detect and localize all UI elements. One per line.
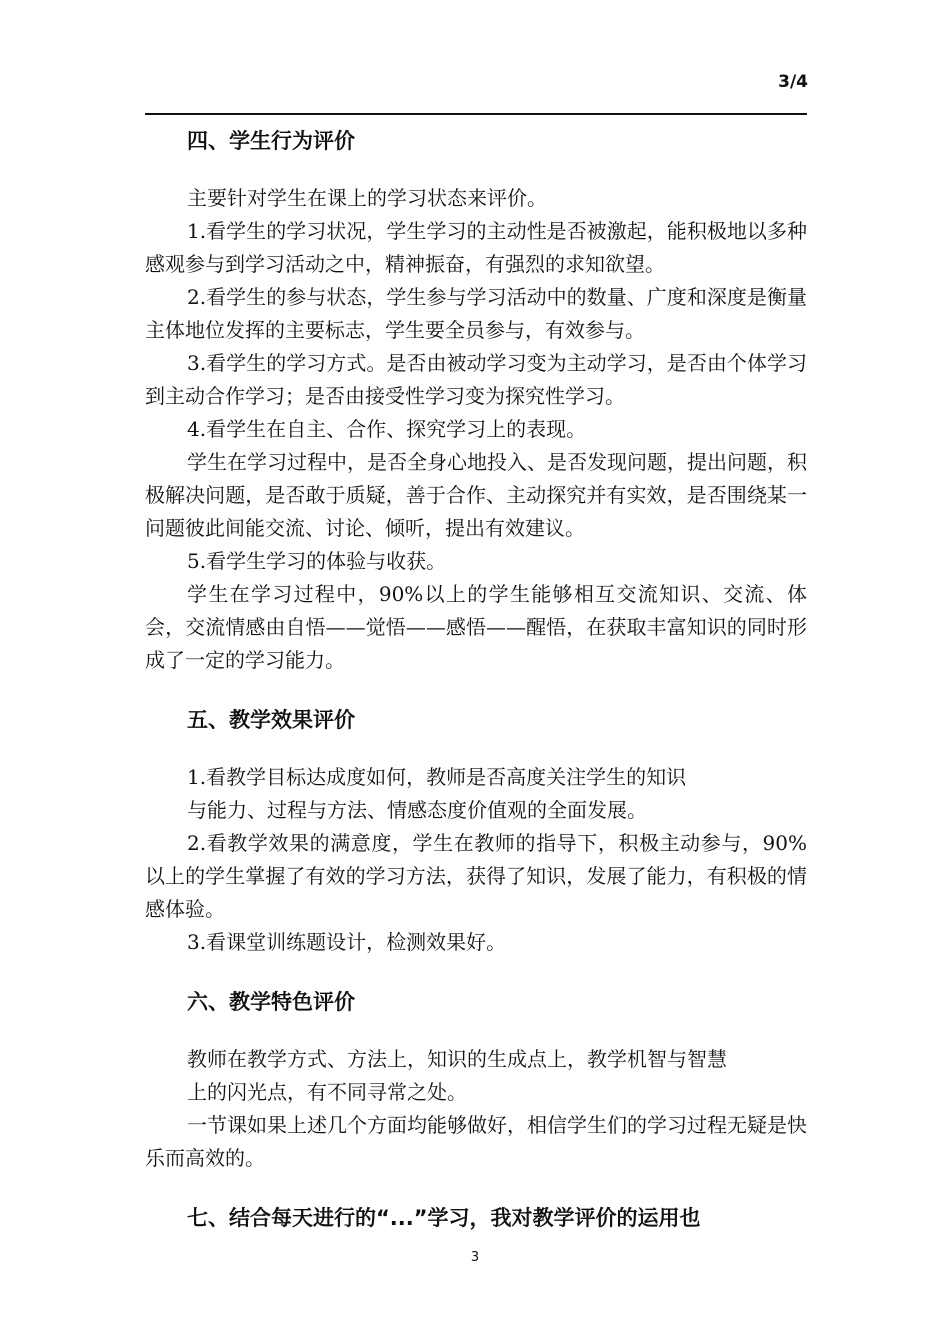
paragraph: 上的闪光点，有不同寻常之处。: [187, 1080, 467, 1104]
footer-page-number: 3: [470, 1250, 480, 1265]
paragraph: 3.看学生的学习方式。是否由被动学习变为主动学习，是否由个体学习到主动合作学习；是否由接受性学习变为探究性学习。: [145, 351, 807, 408]
paragraph: 教师在教学方式、方法上，知识的生成点上，教学机智与智慧: [187, 1047, 727, 1071]
paragraph: 学生在学习过程中，90%以上的学生能够相互交流知识、交流、体会，交流情感由自悟——觉悟——感悟——醒悟，在获取丰富知识的同时形成了一定的学习能力。: [145, 582, 807, 672]
paragraph: 与能力、过程与方法、情感态度价值观的全面发展。: [187, 798, 647, 822]
page-indicator: 3/4: [778, 72, 808, 92]
section-heading-7: 七、结合每天进行的“...”学习，我对教学评价的运用也: [187, 1206, 701, 1230]
paragraph: 4.看学生在自主、合作、探究学习上的表现。: [187, 417, 587, 441]
paragraph: 3.看课堂训练题设计，检测效果好。: [187, 930, 507, 954]
paragraph: 5.看学生学习的体验与收获。: [187, 549, 447, 573]
paragraph: 学生在学习过程中，是否全身心地投入、是否发现问题，提出问题，积极解决问题，是否敢于质疑，善于合作、主动探究并有实效，是否围绕某一问题彼此间能交流、讨论、倾听，提出有效建议。: [145, 450, 807, 540]
section-heading-6: 六、教学特色评价: [187, 990, 355, 1014]
paragraph: 主要针对学生在课上的学习状态来评价。: [187, 186, 547, 210]
header-rule: [145, 113, 807, 115]
paragraph: 1.看学生的学习状况，学生学习的主动性是否被激起，能积极地以多种感观参与到学习活动之中，精神振奋，有强烈的求知欲望。: [145, 219, 807, 276]
paragraph: 1.看教学目标达成度如何，教师是否高度关注学生的知识: [187, 765, 687, 789]
paragraph: 2.看教学效果的满意度，学生在教师的指导下，积极主动参与，90%以上的学生掌握了有效的学习方法，获得了知识，发展了能力，有积极的情感体验。: [145, 831, 807, 921]
document-body: [145, 120, 807, 1239]
section-heading-4: 四、学生行为评价: [187, 129, 355, 153]
paragraph: 一节课如果上述几个方面均能够做好，相信学生们的学习过程无疑是快乐而高效的。: [145, 1113, 807, 1170]
section-heading-5: 五、教学效果评价: [187, 708, 355, 732]
paragraph: 2.看学生的参与状态，学生参与学习活动中的数量、广度和深度是衡量主体地位发挥的主要标志，学生要全员参与，有效参与。: [145, 285, 807, 342]
